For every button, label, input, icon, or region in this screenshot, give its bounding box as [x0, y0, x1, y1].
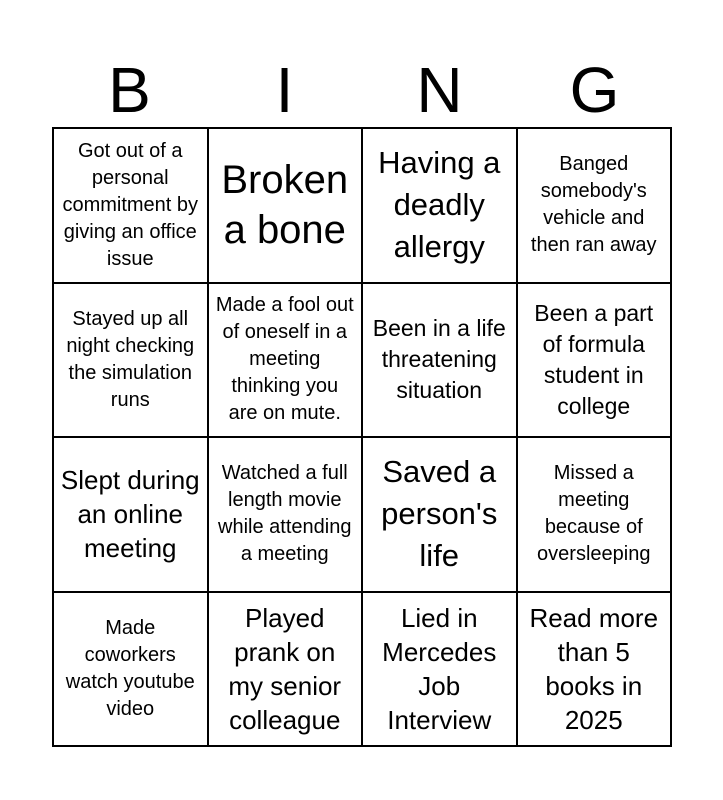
cell-text: Been in a life threatening situation [372, 315, 506, 404]
header-letter-g: G [569, 54, 620, 126]
cell-text: Broken a bone [221, 158, 349, 253]
bingo-cell-1-3[interactable] [363, 129, 518, 284]
cell-text: Saved a person's life [381, 454, 498, 574]
cell-text: Got out of a personal commitment by giving an office issue [62, 139, 199, 270]
header-letter-n: N [416, 54, 463, 126]
bingo-cell-4-2[interactable] [209, 593, 364, 748]
bingo-cell-3-3[interactable] [363, 438, 518, 593]
bingo-cell-2-2[interactable] [209, 284, 364, 439]
bingo-cell-2-3[interactable] [363, 284, 518, 439]
cell-text: Banged somebody's vehicle and then ran away [530, 153, 657, 257]
bingo-cell-2-1[interactable] [54, 284, 209, 439]
bingo-cell-1-4[interactable] [518, 129, 673, 284]
cell-text: Having a deadly allergy [378, 145, 501, 265]
header-letter-i: I [275, 54, 294, 126]
cell-text: Stayed up all night checking the simulation runs [66, 307, 195, 411]
header-letter-b: B [108, 54, 151, 126]
cell-text: Watched a full length movie while attending a meeting [218, 462, 352, 566]
cell-text: Read more than 5 books in 2025 [529, 602, 659, 735]
cell-text: Been a part of formula student in college [534, 299, 654, 419]
bingo-grid [52, 127, 672, 747]
bingo-cell-2-4[interactable] [518, 284, 673, 439]
cell-text: Slept during an online meeting [60, 465, 200, 564]
bingo-cell-4-4[interactable] [518, 593, 673, 748]
cell-text: Made coworkers watch youtube video [65, 616, 195, 720]
cell-text: Missed a meeting because of oversleeping [537, 462, 651, 566]
cell-text: Lied in Mercedes Job Interview [382, 602, 497, 735]
bingo-cell-3-1[interactable] [54, 438, 209, 593]
bingo-header [52, 52, 672, 128]
bingo-cell-4-3[interactable] [363, 593, 518, 748]
bingo-cell-1-2[interactable] [209, 129, 364, 284]
bingo-cell-4-1[interactable] [54, 593, 209, 748]
cell-text: Played prank on my senior colleague [228, 602, 342, 735]
bingo-cell-3-4[interactable] [518, 438, 673, 593]
bingo-cell-3-2[interactable] [209, 438, 364, 593]
cell-text: Made a fool out of oneself in a meeting thinking you are on mute. [215, 294, 354, 425]
bingo-cell-1-1[interactable] [54, 129, 209, 284]
